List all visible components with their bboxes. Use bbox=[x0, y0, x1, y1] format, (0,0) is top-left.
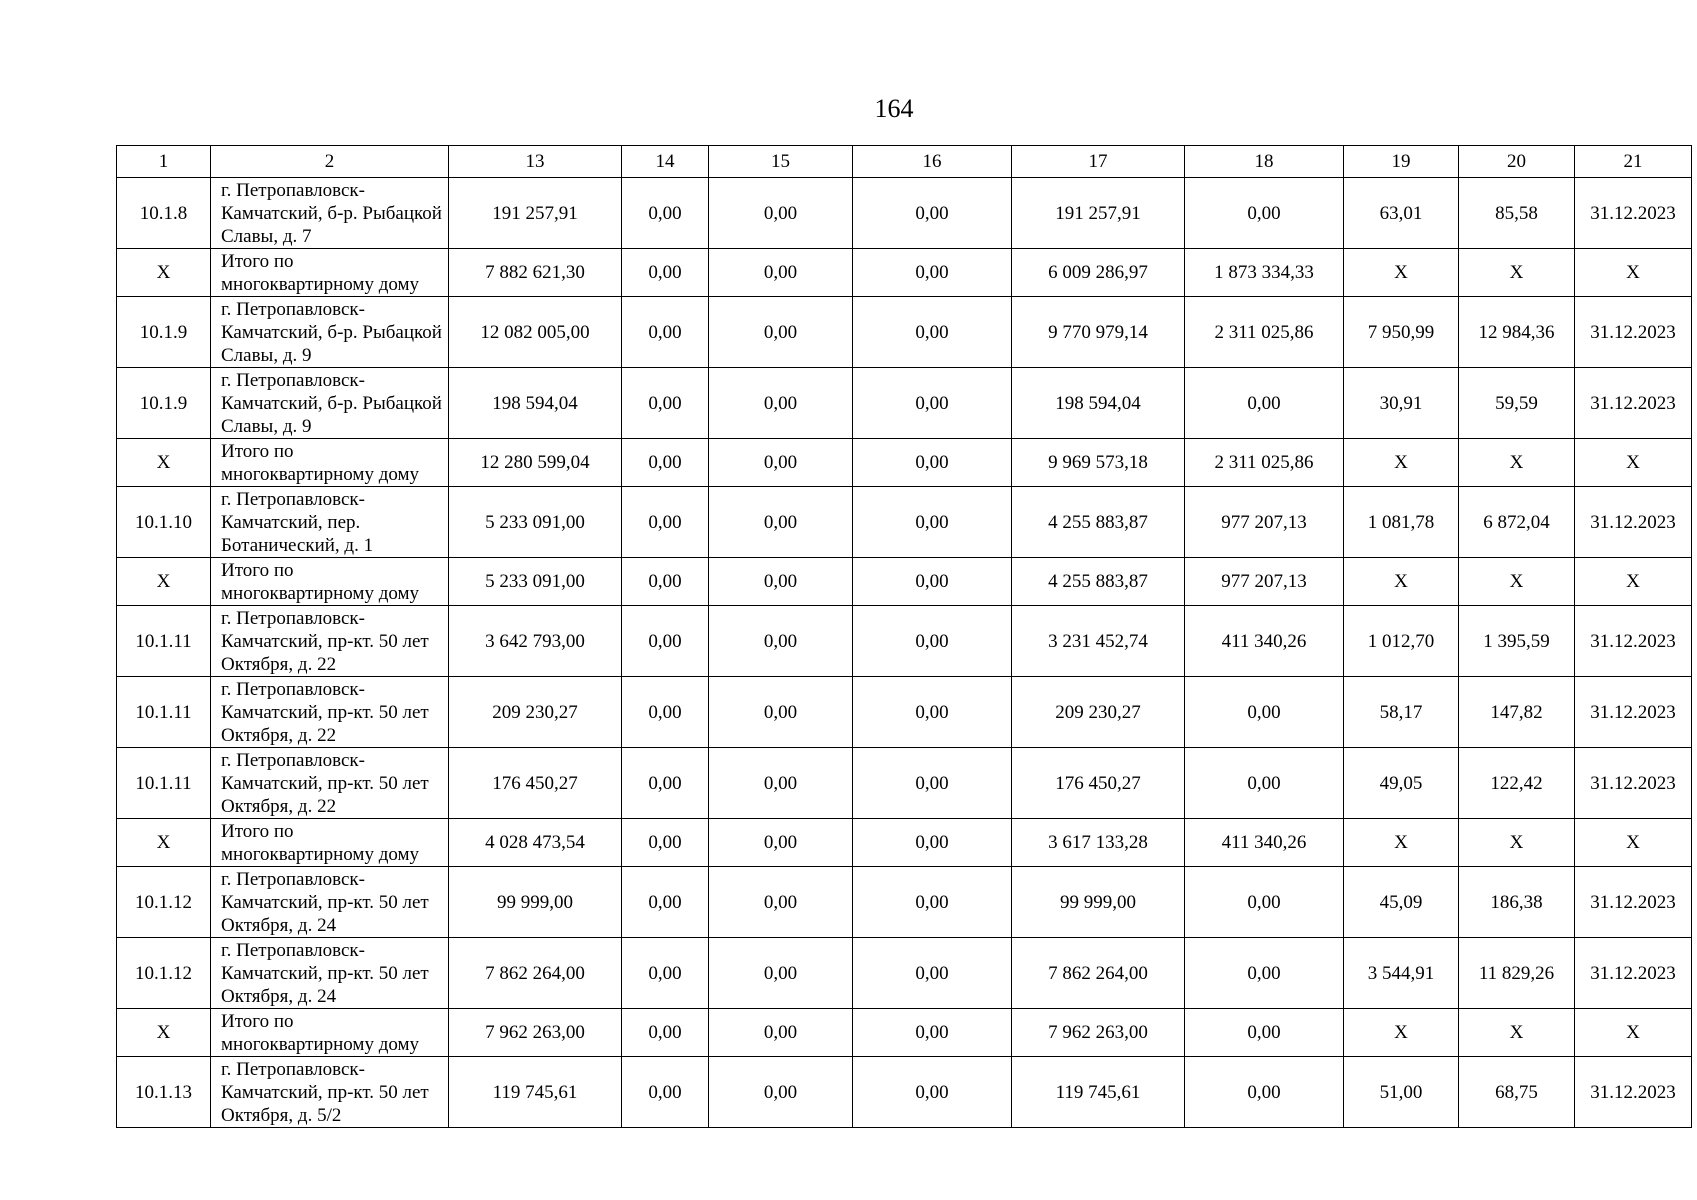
table-cell-col-19: 1 012,70 bbox=[1344, 606, 1459, 677]
table-cell-col-20: 122,42 bbox=[1459, 748, 1575, 819]
total-row bbox=[117, 249, 1692, 297]
table-cell-col-21: 31.12.2023 bbox=[1575, 867, 1692, 938]
table-cell-col-18: 977 207,13 bbox=[1185, 558, 1344, 606]
address-cell: г. Петропавловск-Камчатский, пр-кт. 50 лет Октября, д. 22 bbox=[211, 748, 449, 819]
table-cell-col-15: 0,00 bbox=[709, 819, 853, 867]
table-cell-col-16: 0,00 bbox=[853, 368, 1012, 439]
table-cell-col-1: Х bbox=[117, 249, 211, 297]
table-cell-col-20: 147,82 bbox=[1459, 677, 1575, 748]
address-cell: г. Петропавловск-Камчатский, пр-кт. 50 лет Октября, д. 22 bbox=[211, 606, 449, 677]
table-cell-col-13: 3 642 793,00 bbox=[449, 606, 622, 677]
table-cell-col-1: 10.1.11 bbox=[117, 606, 211, 677]
table-cell-col-20: 1 395,59 bbox=[1459, 606, 1575, 677]
table-row bbox=[117, 748, 1692, 819]
header-cell-col-16: 16 bbox=[853, 146, 1012, 178]
table-cell-col-16: 0,00 bbox=[853, 1057, 1012, 1128]
table-cell-col-20: 186,38 bbox=[1459, 867, 1575, 938]
page-number: 164 bbox=[874, 94, 914, 123]
table-cell-col-18: 0,00 bbox=[1185, 677, 1344, 748]
table-cell-col-16: 0,00 bbox=[853, 249, 1012, 297]
address-cell: г. Петропавловск-Камчатский, б-р. Рыбацкой Славы, д. 7 bbox=[211, 178, 449, 249]
header-cell-col-14: 14 bbox=[622, 146, 709, 178]
table-cell-col-14: 0,00 bbox=[622, 867, 709, 938]
table-cell-col-1: 10.1.9 bbox=[117, 368, 211, 439]
table-cell-col-14: 0,00 bbox=[622, 748, 709, 819]
header-cell-col-17: 17 bbox=[1012, 146, 1185, 178]
table-cell-col-15: 0,00 bbox=[709, 867, 853, 938]
table-cell-col-18: 977 207,13 bbox=[1185, 487, 1344, 558]
header-cell-col-20: 20 bbox=[1459, 146, 1575, 178]
header-row bbox=[117, 146, 1692, 178]
total-label-cell: Итого по многоквартирному дому bbox=[211, 439, 449, 487]
table-cell-col-17: 119 745,61 bbox=[1012, 1057, 1185, 1128]
table-cell-col-15: 0,00 bbox=[709, 938, 853, 1009]
address-cell: г. Петропавловск-Камчатский, б-р. Рыбацкой Славы, д. 9 bbox=[211, 368, 449, 439]
table-cell-col-15: 0,00 bbox=[709, 297, 853, 368]
table-cell-col-13: 99 999,00 bbox=[449, 867, 622, 938]
table-row bbox=[117, 1057, 1692, 1128]
table-cell-col-1: 10.1.8 bbox=[117, 178, 211, 249]
table-cell-col-13: 198 594,04 bbox=[449, 368, 622, 439]
table-cell-col-21: Х bbox=[1575, 1009, 1692, 1057]
table-cell-col-20: 6 872,04 bbox=[1459, 487, 1575, 558]
table-cell-col-1: 10.1.12 bbox=[117, 938, 211, 1009]
table-cell-col-18: 411 340,26 bbox=[1185, 819, 1344, 867]
table-cell-col-21: 31.12.2023 bbox=[1575, 297, 1692, 368]
table-cell-col-15: 0,00 bbox=[709, 487, 853, 558]
table-cell-col-14: 0,00 bbox=[622, 938, 709, 1009]
table-cell-col-15: 0,00 bbox=[709, 249, 853, 297]
table-cell-col-18: 0,00 bbox=[1185, 1057, 1344, 1128]
table-cell-col-17: 4 255 883,87 bbox=[1012, 487, 1185, 558]
header-cell-col-13: 13 bbox=[449, 146, 622, 178]
table-cell-col-13: 5 233 091,00 bbox=[449, 487, 622, 558]
table-cell-col-17: 3 231 452,74 bbox=[1012, 606, 1185, 677]
table-row bbox=[117, 368, 1692, 439]
table-cell-col-18: 2 311 025,86 bbox=[1185, 439, 1344, 487]
table-cell-col-20: 11 829,26 bbox=[1459, 938, 1575, 1009]
table-cell-col-1: 10.1.9 bbox=[117, 297, 211, 368]
table-cell-col-17: 7 962 263,00 bbox=[1012, 1009, 1185, 1057]
table-cell-col-13: 7 882 621,30 bbox=[449, 249, 622, 297]
table-cell-col-17: 7 862 264,00 bbox=[1012, 938, 1185, 1009]
table-cell-col-18: 0,00 bbox=[1185, 368, 1344, 439]
table-cell-col-14: 0,00 bbox=[622, 677, 709, 748]
total-label-cell: Итого по многоквартирному дому bbox=[211, 819, 449, 867]
table-cell-col-17: 9 770 979,14 bbox=[1012, 297, 1185, 368]
table-cell-col-19: Х bbox=[1344, 249, 1459, 297]
table-cell-col-21: 31.12.2023 bbox=[1575, 368, 1692, 439]
table-cell-col-15: 0,00 bbox=[709, 748, 853, 819]
table-cell-col-18: 0,00 bbox=[1185, 748, 1344, 819]
table-cell-col-16: 0,00 bbox=[853, 487, 1012, 558]
table-cell-col-17: 4 255 883,87 bbox=[1012, 558, 1185, 606]
address-cell: г. Петропавловск-Камчатский, пр-кт. 50 лет Октября, д. 24 bbox=[211, 867, 449, 938]
table-cell-col-14: 0,00 bbox=[622, 297, 709, 368]
table-cell-col-14: 0,00 bbox=[622, 487, 709, 558]
table-cell-col-1: 10.1.11 bbox=[117, 748, 211, 819]
table-cell-col-1: Х bbox=[117, 439, 211, 487]
table-cell-col-16: 0,00 bbox=[853, 819, 1012, 867]
table-cell-col-16: 0,00 bbox=[853, 938, 1012, 1009]
table-cell-col-1: 10.1.11 bbox=[117, 677, 211, 748]
table-cell-col-19: 58,17 bbox=[1344, 677, 1459, 748]
table-cell-col-1: Х bbox=[117, 1009, 211, 1057]
table-cell-col-16: 0,00 bbox=[853, 606, 1012, 677]
table-cell-col-20: Х bbox=[1459, 819, 1575, 867]
table-cell-col-19: 49,05 bbox=[1344, 748, 1459, 819]
table-cell-col-16: 0,00 bbox=[853, 677, 1012, 748]
table-cell-col-17: 176 450,27 bbox=[1012, 748, 1185, 819]
table-cell-col-13: 12 280 599,04 bbox=[449, 439, 622, 487]
table-cell-col-13: 191 257,91 bbox=[449, 178, 622, 249]
table-cell-col-17: 99 999,00 bbox=[1012, 867, 1185, 938]
table-cell-col-19: 51,00 bbox=[1344, 1057, 1459, 1128]
table-cell-col-16: 0,00 bbox=[853, 178, 1012, 249]
table-cell-col-19: Х bbox=[1344, 439, 1459, 487]
table-cell-col-20: 68,75 bbox=[1459, 1057, 1575, 1128]
table-row bbox=[117, 297, 1692, 368]
table-cell-col-17: 3 617 133,28 bbox=[1012, 819, 1185, 867]
table-cell-col-17: 6 009 286,97 bbox=[1012, 249, 1185, 297]
table-cell-col-19: 30,91 bbox=[1344, 368, 1459, 439]
table-cell-col-21: 31.12.2023 bbox=[1575, 677, 1692, 748]
table-cell-col-19: Х bbox=[1344, 1009, 1459, 1057]
table-cell-col-14: 0,00 bbox=[622, 178, 709, 249]
table-cell-col-13: 7 962 263,00 bbox=[449, 1009, 622, 1057]
table-cell-col-18: 1 873 334,33 bbox=[1185, 249, 1344, 297]
table-cell-col-16: 0,00 bbox=[853, 558, 1012, 606]
table-cell-col-15: 0,00 bbox=[709, 178, 853, 249]
table-row bbox=[117, 677, 1692, 748]
header-cell-col-19: 19 bbox=[1344, 146, 1459, 178]
address-cell: г. Петропавловск-Камчатский, пер. Ботанический, д. 1 bbox=[211, 487, 449, 558]
header-cell-col-15: 15 bbox=[709, 146, 853, 178]
table-row bbox=[117, 867, 1692, 938]
table-cell-col-19: 45,09 bbox=[1344, 867, 1459, 938]
header-cell-col-2: 2 bbox=[211, 146, 449, 178]
total-row bbox=[117, 1009, 1692, 1057]
total-row bbox=[117, 819, 1692, 867]
table-cell-col-19: 7 950,99 bbox=[1344, 297, 1459, 368]
address-cell: г. Петропавловск-Камчатский, б-р. Рыбацкой Славы, д. 9 bbox=[211, 297, 449, 368]
table-cell-col-20: 12 984,36 bbox=[1459, 297, 1575, 368]
table-cell-col-1: Х bbox=[117, 819, 211, 867]
table-cell-col-16: 0,00 bbox=[853, 748, 1012, 819]
table-cell-col-18: 0,00 bbox=[1185, 1009, 1344, 1057]
table-cell-col-15: 0,00 bbox=[709, 368, 853, 439]
address-cell: г. Петропавловск-Камчатский, пр-кт. 50 лет Октября, д. 22 bbox=[211, 677, 449, 748]
header-cell-col-1: 1 bbox=[117, 146, 211, 178]
table-cell-col-18: 0,00 bbox=[1185, 178, 1344, 249]
table-cell-col-16: 0,00 bbox=[853, 1009, 1012, 1057]
table-cell-col-20: 59,59 bbox=[1459, 368, 1575, 439]
table-cell-col-18: 0,00 bbox=[1185, 867, 1344, 938]
table-cell-col-21: 31.12.2023 bbox=[1575, 1057, 1692, 1128]
table-cell-col-17: 9 969 573,18 bbox=[1012, 439, 1185, 487]
table-cell-col-20: Х bbox=[1459, 558, 1575, 606]
table-cell-col-21: 31.12.2023 bbox=[1575, 606, 1692, 677]
table-cell-col-18: 2 311 025,86 bbox=[1185, 297, 1344, 368]
table-row bbox=[117, 606, 1692, 677]
table-cell-col-17: 191 257,91 bbox=[1012, 178, 1185, 249]
table-cell-col-15: 0,00 bbox=[709, 677, 853, 748]
table-cell-col-13: 209 230,27 bbox=[449, 677, 622, 748]
table-cell-col-18: 411 340,26 bbox=[1185, 606, 1344, 677]
table-cell-col-14: 0,00 bbox=[622, 249, 709, 297]
table-cell-col-13: 12 082 005,00 bbox=[449, 297, 622, 368]
data-table bbox=[116, 145, 1692, 1128]
table-cell-col-13: 4 028 473,54 bbox=[449, 819, 622, 867]
table-cell-col-18: 0,00 bbox=[1185, 938, 1344, 1009]
table-cell-col-21: 31.12.2023 bbox=[1575, 748, 1692, 819]
table-cell-col-15: 0,00 bbox=[709, 439, 853, 487]
table-cell-col-13: 7 862 264,00 bbox=[449, 938, 622, 1009]
table-cell-col-19: 1 081,78 bbox=[1344, 487, 1459, 558]
table-cell-col-1: 10.1.10 bbox=[117, 487, 211, 558]
table-cell-col-21: Х bbox=[1575, 819, 1692, 867]
table-cell-col-14: 0,00 bbox=[622, 368, 709, 439]
table-cell-col-15: 0,00 bbox=[709, 558, 853, 606]
table-cell-col-21: 31.12.2023 bbox=[1575, 487, 1692, 558]
total-row bbox=[117, 558, 1692, 606]
table-cell-col-1: Х bbox=[117, 558, 211, 606]
table-cell-col-20: Х bbox=[1459, 249, 1575, 297]
table-row bbox=[117, 938, 1692, 1009]
table-cell-col-13: 176 450,27 bbox=[449, 748, 622, 819]
table-cell-col-14: 0,00 bbox=[622, 439, 709, 487]
table-cell-col-20: 85,58 bbox=[1459, 178, 1575, 249]
table-cell-col-13: 119 745,61 bbox=[449, 1057, 622, 1128]
total-label-cell: Итого по многоквартирному дому bbox=[211, 1009, 449, 1057]
table-cell-col-15: 0,00 bbox=[709, 606, 853, 677]
table-cell-col-17: 198 594,04 bbox=[1012, 368, 1185, 439]
header-cell-col-18: 18 bbox=[1185, 146, 1344, 178]
table-cell-col-14: 0,00 bbox=[622, 1009, 709, 1057]
table-cell-col-13: 5 233 091,00 bbox=[449, 558, 622, 606]
table-cell-col-16: 0,00 bbox=[853, 297, 1012, 368]
table-cell-col-16: 0,00 bbox=[853, 439, 1012, 487]
table-cell-col-19: 63,01 bbox=[1344, 178, 1459, 249]
total-row bbox=[117, 439, 1692, 487]
table-cell-col-20: Х bbox=[1459, 439, 1575, 487]
table-cell-col-19: 3 544,91 bbox=[1344, 938, 1459, 1009]
total-label-cell: Итого по многоквартирному дому bbox=[211, 249, 449, 297]
table-cell-col-19: Х bbox=[1344, 819, 1459, 867]
table-cell-col-21: Х bbox=[1575, 249, 1692, 297]
table-cell-col-21: 31.12.2023 bbox=[1575, 178, 1692, 249]
table-cell-col-1: 10.1.12 bbox=[117, 867, 211, 938]
table-cell-col-21: 31.12.2023 bbox=[1575, 938, 1692, 1009]
table-cell-col-17: 209 230,27 bbox=[1012, 677, 1185, 748]
address-cell: г. Петропавловск-Камчатский, пр-кт. 50 лет Октября, д. 24 bbox=[211, 938, 449, 1009]
table-cell-col-21: Х bbox=[1575, 558, 1692, 606]
table-cell-col-14: 0,00 bbox=[622, 1057, 709, 1128]
table-cell-col-20: Х bbox=[1459, 1009, 1575, 1057]
table-cell-col-19: Х bbox=[1344, 558, 1459, 606]
total-label-cell: Итого по многоквартирному дому bbox=[211, 558, 449, 606]
table-row bbox=[117, 178, 1692, 249]
table-cell-col-14: 0,00 bbox=[622, 819, 709, 867]
table-cell-col-14: 0,00 bbox=[622, 558, 709, 606]
table-cell-col-15: 0,00 bbox=[709, 1009, 853, 1057]
table-cell-col-1: 10.1.13 bbox=[117, 1057, 211, 1128]
header-cell-col-21: 21 bbox=[1575, 146, 1692, 178]
table-cell-col-15: 0,00 bbox=[709, 1057, 853, 1128]
address-cell: г. Петропавловск-Камчатский, пр-кт. 50 лет Октября, д. 5/2 bbox=[211, 1057, 449, 1128]
table-cell-col-21: Х bbox=[1575, 439, 1692, 487]
table-cell-col-16: 0,00 bbox=[853, 867, 1012, 938]
table-row bbox=[117, 487, 1692, 558]
table-cell-col-14: 0,00 bbox=[622, 606, 709, 677]
